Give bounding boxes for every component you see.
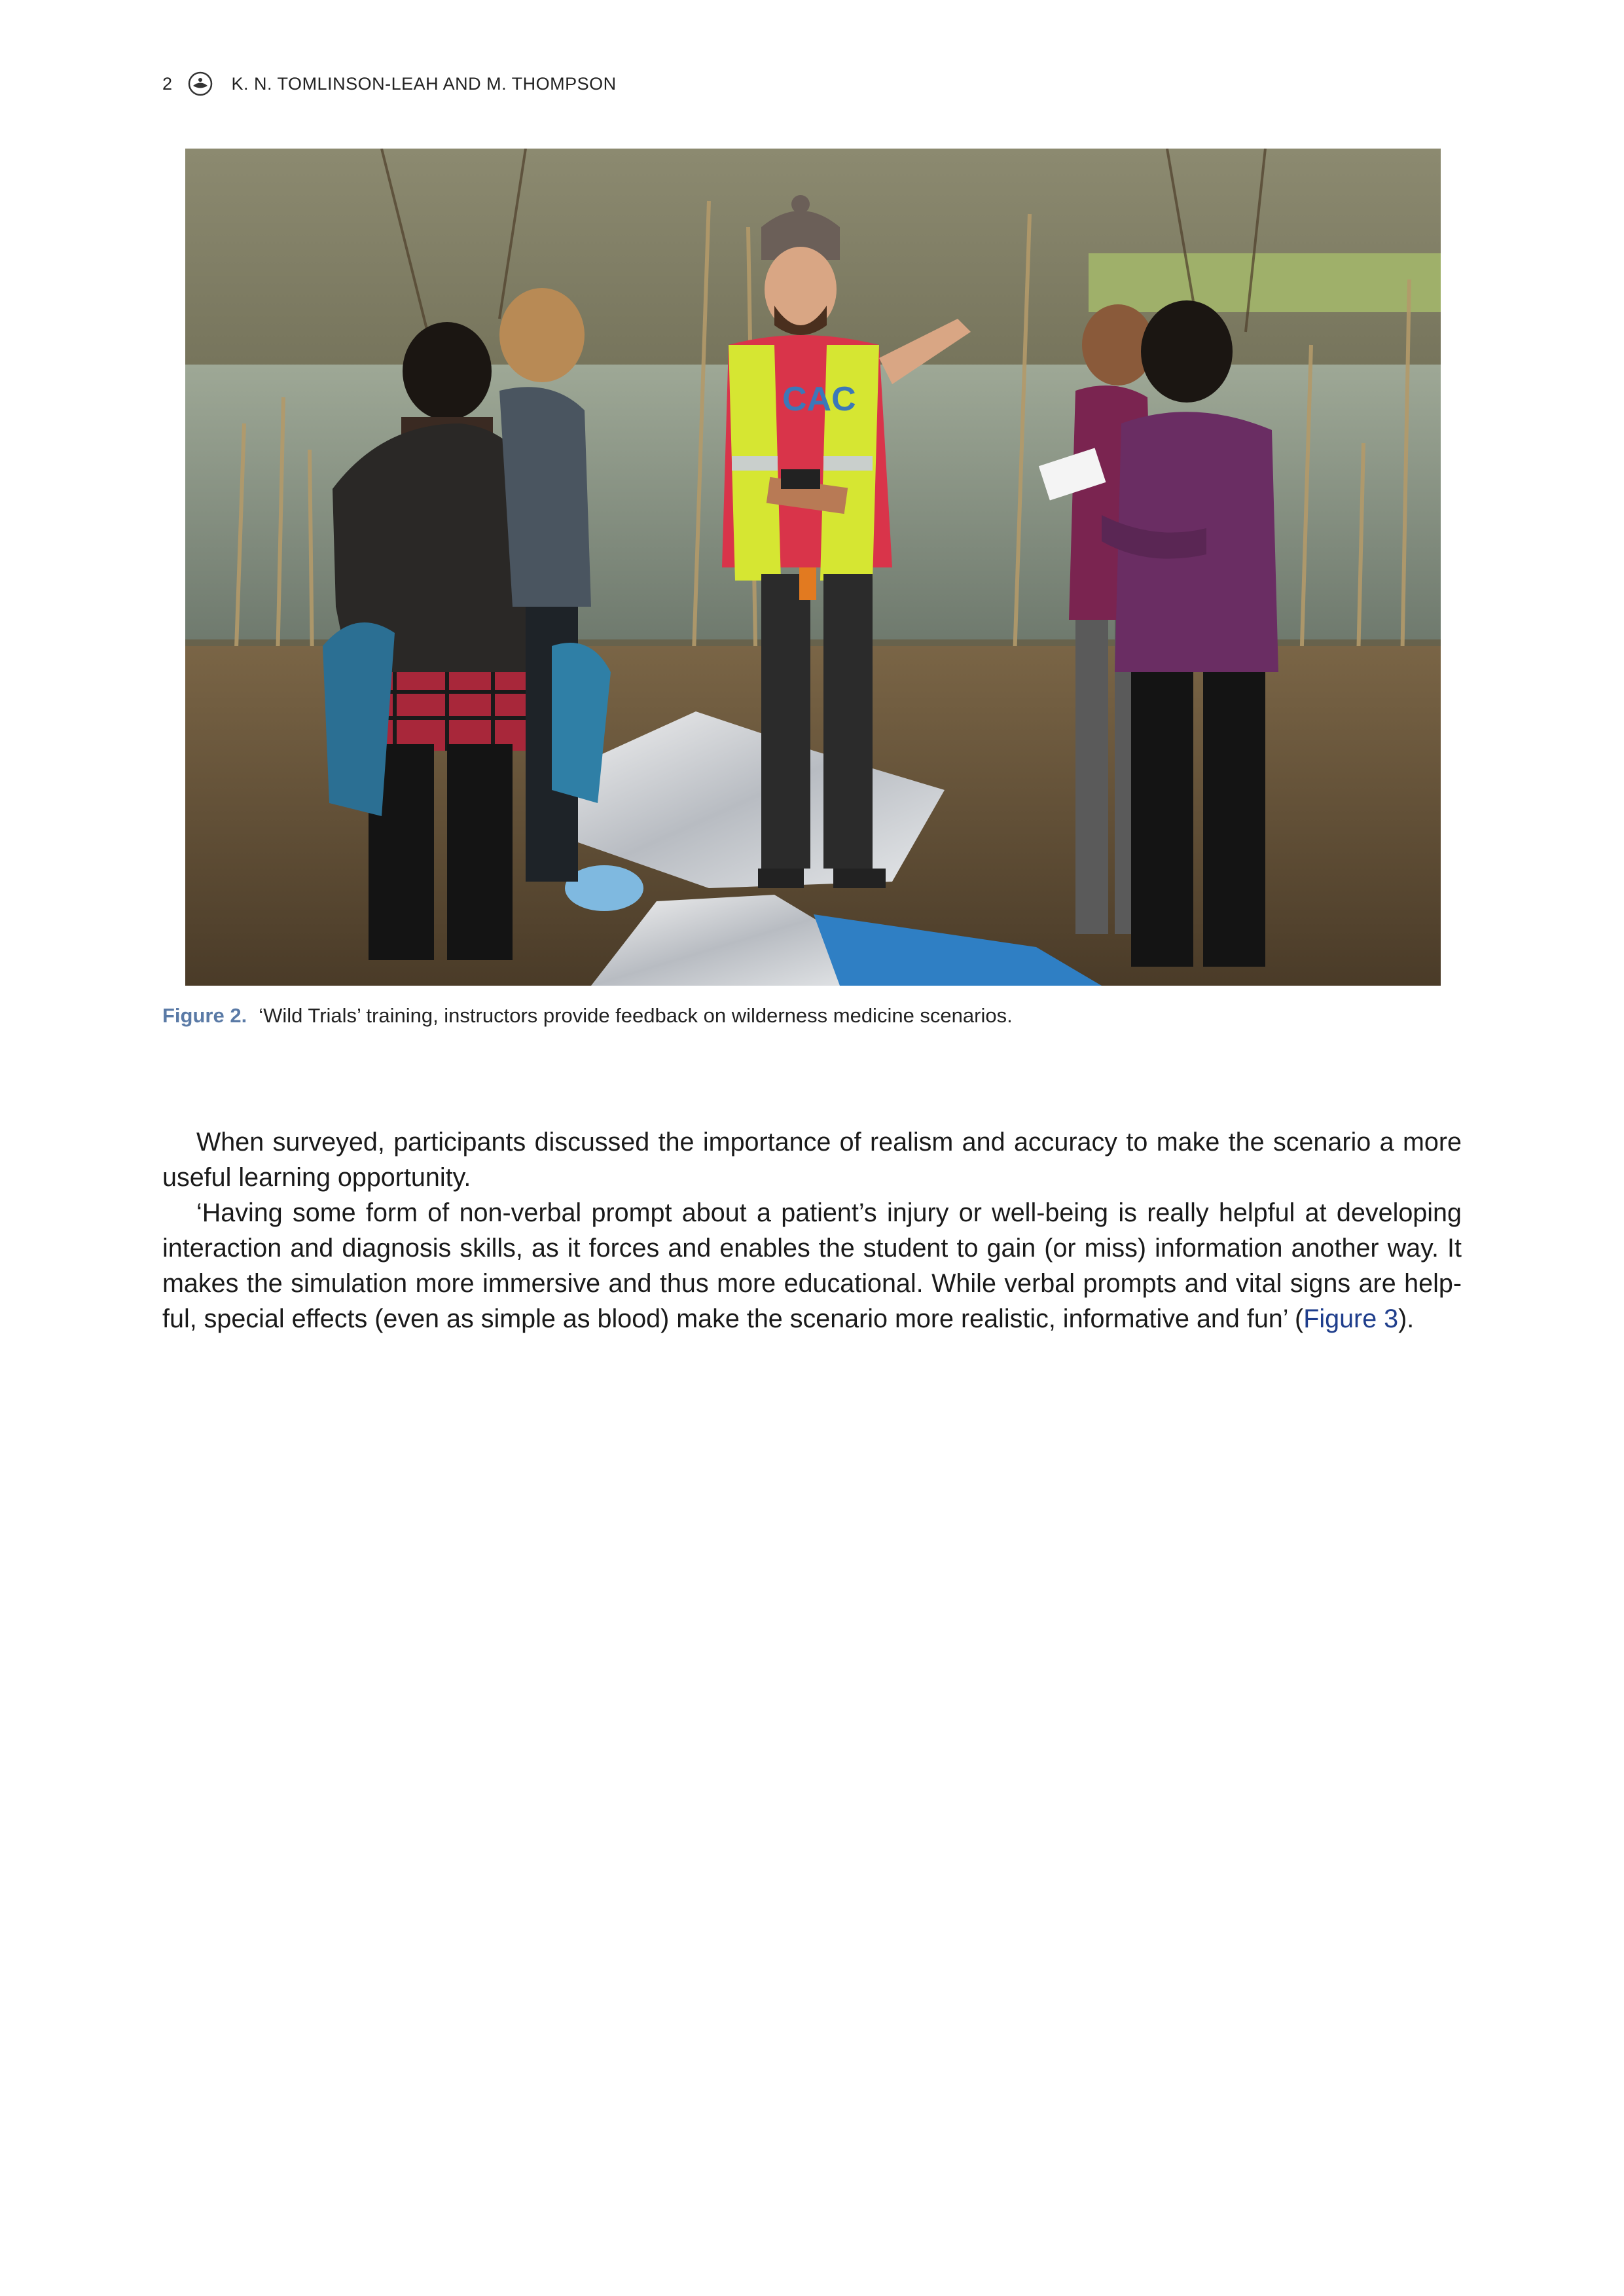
- running-header: [162, 71, 617, 97]
- running-head-authors: K. N. TOMLINSON-LEAH AND M. THOMPSON: [231, 73, 617, 94]
- paragraph-2-text: ‘Having some form of non-verbal prompt about a patient’s injury or well-being is really helpful at developing interaction and diagnosis skills, as it forces and enables the student to gain (or miss) information another way. It makes the simulation more immersive and thus more educational. While verbal prompts and vital signs are help-ful, special effects (even as simple as blood) make the scenario more realistic, informative and fun’ (: [162, 1198, 1462, 1333]
- figure-caption: [162, 1001, 1465, 1030]
- page-number: 2: [162, 73, 173, 94]
- figure-label: Figure 2.: [162, 1004, 247, 1027]
- body-text: [162, 1124, 1462, 1336]
- paragraph-2: [162, 1195, 1462, 1336]
- figure-photo: [185, 149, 1441, 986]
- paragraph-1: When surveyed, participants discussed the importance of realism and accuracy to make the scenario a more useful learning opportunity.: [162, 1128, 1462, 1192]
- vest-text: CAC: [782, 380, 856, 418]
- paragraph-2-end: ).: [1398, 1304, 1415, 1333]
- distant-grass: [1089, 253, 1441, 312]
- figure-caption-text: ‘Wild Trials’ training, instructors provide feedback on wilderness medicine scenarios.: [259, 1004, 1013, 1027]
- figure-3-link[interactable]: Figure 3: [1303, 1304, 1399, 1333]
- training-scene-illustration: [185, 149, 1441, 986]
- publisher-logo-icon: [187, 71, 213, 97]
